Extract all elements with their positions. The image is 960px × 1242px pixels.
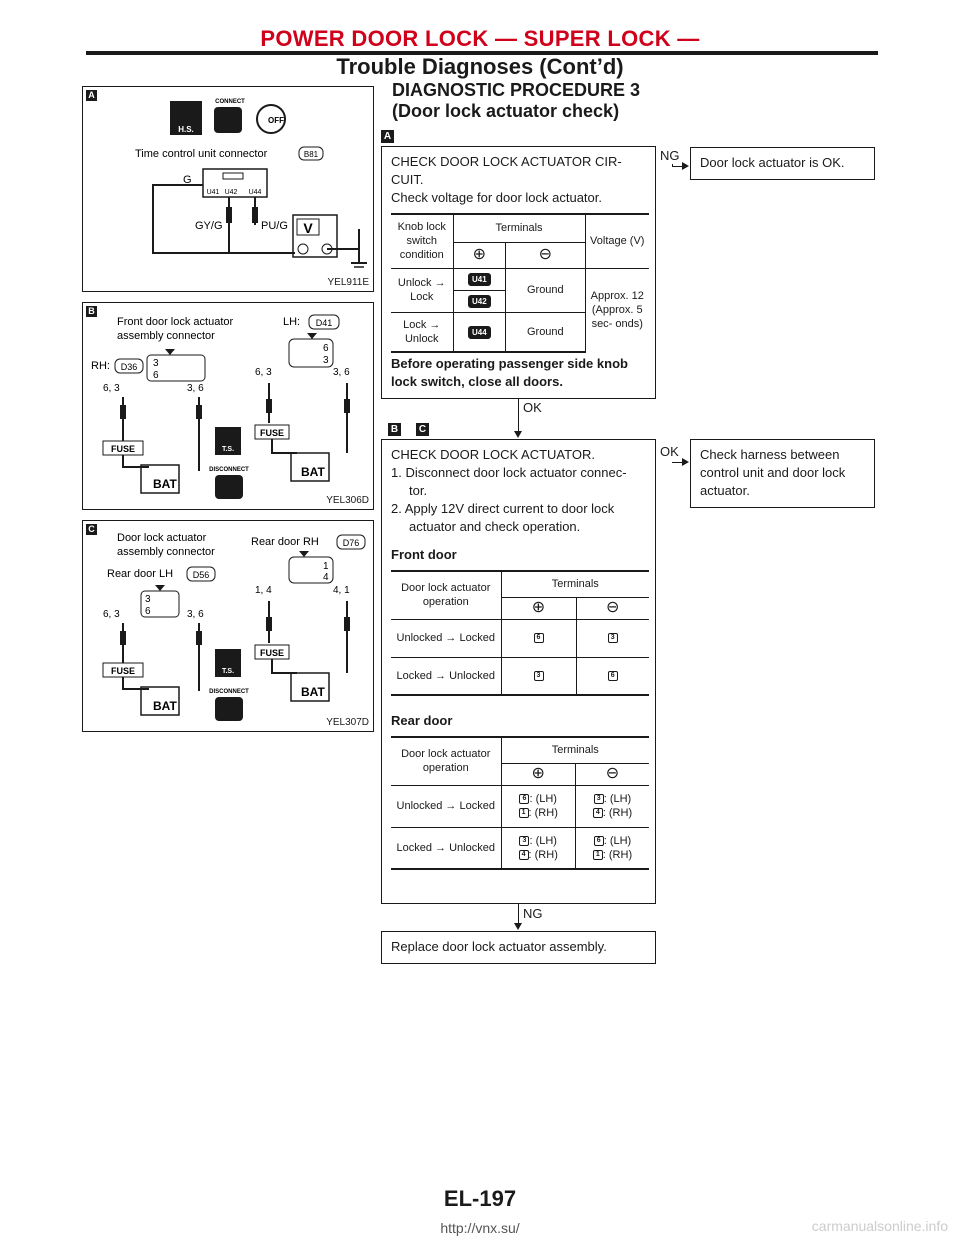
step2-ok-result: Check harness between control unit and door lock actuator. <box>690 439 875 508</box>
step1-ng-label: NG <box>660 148 680 163</box>
svg-text:DISCONNECT: DISCONNECT <box>209 467 249 473</box>
probe <box>252 207 258 223</box>
footer-url[interactable]: http://vnx.su/ <box>440 1220 520 1236</box>
figure-c-title-line1: Door lock actuator <box>117 532 207 544</box>
step1-tag: A <box>381 130 394 143</box>
figure-b <box>82 302 374 510</box>
page-number: EL-197 <box>443 1186 517 1211</box>
figure-c-letter: C <box>86 524 97 535</box>
step2-box <box>381 439 656 904</box>
svg-text:6: 6 <box>323 343 329 354</box>
time-control-connector-label: Time control unit connector <box>135 148 268 160</box>
svg-text:4: 4 <box>323 572 329 583</box>
minus-icon: ⊖ <box>575 763 649 785</box>
figure-b-diagram <box>83 303 374 510</box>
plus-icon: ⊕ <box>501 597 576 619</box>
figure-c-diagram <box>83 521 374 732</box>
connect-label: CONNECT <box>215 99 245 105</box>
figure-c-title-line2: assembly connector <box>117 546 215 558</box>
connector-code: B81 <box>303 150 319 159</box>
procedure-title <box>392 80 640 122</box>
figure-b-title-line1: Front door lock actuator <box>117 316 234 328</box>
pin-label: U42 <box>224 189 238 196</box>
voltmeter-label: V <box>303 220 313 236</box>
svg-text:3: 3 <box>145 594 151 605</box>
svg-text:6: 6 <box>153 370 159 381</box>
svg-text:FUSE: FUSE <box>259 648 285 658</box>
figure-c-id: YEL307D <box>326 717 369 728</box>
rear-door-heading: Rear door <box>391 713 453 728</box>
wire-g-label: G <box>183 174 192 186</box>
lh-label: LH: <box>283 316 301 328</box>
pin-label: U41 <box>206 189 220 196</box>
plus-icon: ⊕ <box>501 763 575 785</box>
lh-code: D41 <box>315 318 333 328</box>
arrow-right-icon <box>682 458 689 466</box>
step1-text: CHECK DOOR LOCK ACTUATOR CIR- CUIT. Check voltage for door lock actuator. <box>391 154 622 205</box>
figure-b-id: YEL306D <box>326 495 369 506</box>
off-label: OFF <box>268 116 284 125</box>
rear-rh-label: Rear door RH <box>251 536 319 548</box>
voltage-table: Knob lock switch condition Terminals Voltage (V) ⊕ ⊖ Unlock → Lock U41 Ground Approx. 12 (Approx. 5 sec- onds) U42 Lock → Unlock U44 Ground <box>391 213 649 353</box>
figure-a <box>82 86 374 292</box>
step2-tag-b: B <box>388 423 401 436</box>
hs-label: H.S. <box>178 125 194 134</box>
step2-ok-label: OK <box>660 444 679 459</box>
watermark: carmanualsonline.info <box>811 1218 948 1234</box>
wire-gyg-label: GY/G <box>195 220 223 232</box>
figure-b-letter: B <box>86 306 97 317</box>
step1-box <box>381 146 656 399</box>
plus-terminal-icon <box>298 244 308 254</box>
svg-text:6, 3: 6, 3 <box>103 609 120 620</box>
svg-text:1: 1 <box>323 561 329 572</box>
front-door-heading: Front door <box>391 547 457 562</box>
pin-label: U44 <box>248 189 262 196</box>
svg-text:BAT: BAT <box>153 699 177 713</box>
step1-ng-result: Door lock actuator is OK. <box>690 147 875 180</box>
rear-lh-label: Rear door LH <box>107 568 174 580</box>
plus-icon: ⊕ <box>453 242 506 268</box>
disconnect-icon <box>215 475 243 499</box>
minus-icon: ⊖ <box>576 597 649 619</box>
rear-rh-code: D76 <box>342 538 360 548</box>
svg-text:6, 3: 6, 3 <box>255 367 272 378</box>
svg-text:BAT: BAT <box>301 465 325 479</box>
arrow-down-icon <box>514 923 522 930</box>
step2-tag-c: C <box>416 423 429 436</box>
arrow-down-icon <box>514 431 522 438</box>
svg-text:BAT: BAT <box>301 685 325 699</box>
step1-ok-label: OK <box>523 400 542 415</box>
svg-text:3: 3 <box>323 355 329 366</box>
figure-a-letter: A <box>86 90 97 101</box>
voltmeter <box>293 215 337 257</box>
svg-text:3: 3 <box>153 358 159 369</box>
step1-note: Before operating passenger side knob lock switch, close all doors. <box>391 356 628 389</box>
svg-text:BAT: BAT <box>153 477 177 491</box>
step2-text: CHECK DOOR LOCK ACTUATOR. 1. Disconnect door lock actuator connec- tor. 2. Apply 12V direct current to door lock actuator and check operation. <box>391 447 627 534</box>
figure-c <box>82 520 374 732</box>
svg-text:T.S.: T.S. <box>221 446 235 453</box>
rh-code: D36 <box>120 362 138 372</box>
svg-text:FUSE: FUSE <box>259 428 285 438</box>
figure-a-diagram <box>83 87 374 292</box>
disconnect-icon <box>215 697 243 721</box>
wire-pug-label: PU/G <box>261 220 288 232</box>
svg-text:6: 6 <box>145 606 151 617</box>
svg-text:T.S.: T.S. <box>221 668 235 675</box>
step2-ng-label: NG <box>523 906 543 921</box>
connector-icon <box>214 107 242 133</box>
rear-door-table: Door lock actuator operation Terminals ⊕ ⊖ Unlocked → Locked 6 : (LH) 1 : (RH) 3 : (LH) 4 : (RH) Locked → Unlocked 3 : (LH) 4 : (RH) 6 : (LH) 1 : (RH) <box>391 736 649 870</box>
rear-lh-code: D56 <box>192 570 210 580</box>
rh-label: RH: <box>91 360 110 372</box>
probe <box>226 207 232 223</box>
figure-b-title-line2: assembly connector <box>117 330 215 342</box>
svg-text:FUSE: FUSE <box>110 666 136 676</box>
procedure-title-line2: (Door lock actuator check) <box>392 101 620 121</box>
svg-text:4, 1: 4, 1 <box>333 585 350 596</box>
figure-a-id: YEL911E <box>327 277 369 288</box>
svg-text:6, 3: 6, 3 <box>103 383 120 394</box>
svg-text:DISCONNECT: DISCONNECT <box>209 689 249 695</box>
procedure-title-line1: DIAGNOSTIC PROCEDURE 3 <box>392 80 641 100</box>
svg-text:3, 6: 3, 6 <box>333 367 350 378</box>
header-title-line1: POWER DOOR LOCK — SUPER LOCK — <box>260 26 700 51</box>
svg-text:FUSE: FUSE <box>110 444 136 454</box>
svg-text:3, 6: 3, 6 <box>187 609 204 620</box>
arrow-right-icon <box>682 162 689 170</box>
svg-text:1, 4: 1, 4 <box>255 585 272 596</box>
step3-box: Replace door lock actuator assembly. <box>381 931 656 964</box>
front-door-table: Door lock actuator operation Terminals ⊕ ⊖ Unlocked → Locked 6 3 Locked → Unlocked 3 6 <box>391 570 649 696</box>
minus-icon: ⊖ <box>506 242 585 268</box>
svg-text:3, 6: 3, 6 <box>187 383 204 394</box>
header-title-line2: Trouble Diagnoses (Cont’d) <box>336 54 624 79</box>
